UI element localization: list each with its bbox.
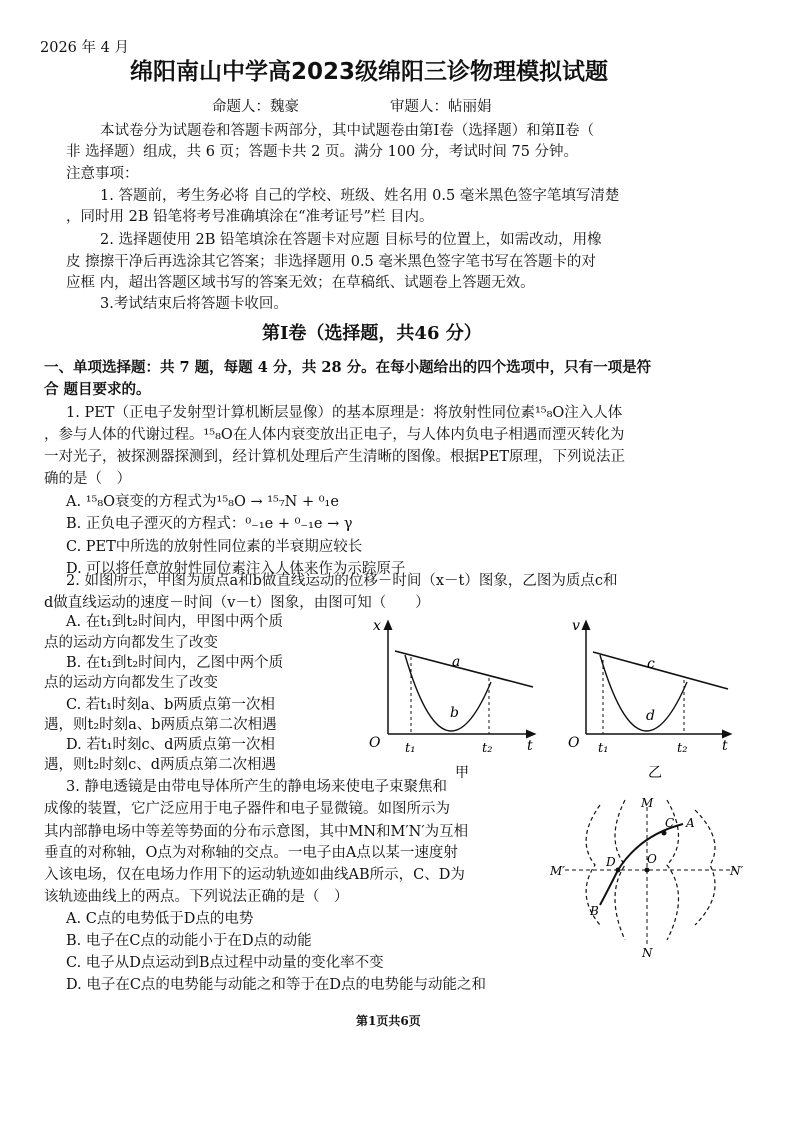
- q2-option-b: B. 在t₁到t₂时间内，乙图中两个质: [66, 655, 284, 671]
- notice-line: 2. 选择题使用 2B 铅笔填涂在答题卡对应题 目标号的位置上，如需改动，用橡: [100, 232, 602, 248]
- q1-stem: ，参与人体的代谢过程。¹⁵₈O在人体内衰变放出正电子，与人体内负电子相遇而湮灭转化为: [44, 427, 625, 443]
- q3-stem: 入该电场，仅在电场力作用下的运动轨迹如曲线AB所示，C、D为: [44, 867, 465, 883]
- q3-option-d: D. 电子在C点的电势能与动能之和等于在D点的电势能与动能之和: [66, 977, 487, 993]
- q3-stem: 3. 静电透镜是由带电导体所产生的静电场来使电子束聚焦和: [66, 779, 447, 795]
- t1-label: t₁: [405, 741, 416, 756]
- part-heading: 合 题目要求的。: [44, 381, 151, 398]
- a-label: a: [452, 654, 461, 670]
- notice-line: 1. 答题前，考生务必将 自己的学校、班级、姓名用 0.5 毫米黑色签字笔填写清楚: [100, 188, 620, 204]
- notice-line: 3.考试结束后将答题卡收回。: [100, 296, 288, 312]
- q2-stem: 2. 如图所示，甲图为质点a和b做直线运动的位移－时间（x－t）图象，乙图为质点c和: [66, 573, 618, 589]
- setter: 命题人：魏豪: [212, 99, 299, 115]
- x-label: t: [722, 738, 728, 754]
- label-m: M: [641, 796, 654, 810]
- q3-option-c: C. 电子从D点运动到B点过程中动量的变化率不变: [66, 955, 384, 971]
- q2-stem: d做直线运动的速度－时间（v－t）图象，由图可知（ ）: [44, 595, 430, 611]
- label-o: O: [647, 852, 657, 866]
- q2-option-a: 点的运动方向都发生了改变: [44, 635, 218, 651]
- b-label: b: [450, 705, 459, 721]
- point-o: [645, 868, 650, 873]
- q2-option-a: A. 在t₁到t₂时间内，甲图中两个质: [66, 614, 283, 630]
- exam-title: 绵阳南山中学高2023级绵阳三诊物理模拟试题: [130, 59, 609, 85]
- q2-option-b: 点的运动方向都发生了改变: [44, 675, 218, 691]
- q1-stem: 确的是（ ）: [44, 471, 131, 487]
- q3-option-b: B. 电子在C点的动能小于在D点的动能: [66, 933, 312, 949]
- label-b: B: [590, 904, 599, 918]
- notice-line: 皮 擦擦干净后再选涂其它答案；非选择题用 0.5 毫米黑色签字笔书写在答题卡的对: [66, 254, 596, 270]
- t2-label: t₂: [677, 741, 688, 756]
- y-label: x: [373, 618, 381, 634]
- line-c: [593, 652, 728, 689]
- q2-option-d: D. 若t₁时刻c、d两质点第一次相: [66, 737, 275, 753]
- graph-jia: [365, 612, 545, 787]
- c-label: c: [647, 656, 655, 672]
- caption-jia: 甲: [455, 765, 469, 781]
- t1-label: t₁: [598, 741, 609, 756]
- q2-option-c: C. 若t₁时刻a、b两质点第一次相: [66, 697, 275, 713]
- notice-line: 应框 内，超出答题区域书写的答案无效；在草稿纸、试题卷上答题无效。: [66, 275, 535, 291]
- label-a: A: [686, 816, 695, 830]
- q3-stem: 垂直的对称轴，O点为对称轴的交点。一电子由A点以某一速度射: [44, 845, 458, 861]
- page-footer: 第1页共6页: [356, 1014, 421, 1028]
- notice-line: ，同时用 2B 铅笔将考号准确填涂在“准考证号”栏 目内。: [66, 209, 434, 225]
- x-label: t: [527, 738, 533, 754]
- q1-stem: 1. PET（正电子发射型计算机断层显像）的基本原理是：将放射性同位素¹⁵₈O注入人体: [66, 405, 623, 421]
- y-label: v: [572, 618, 580, 634]
- q1-option-d: D. 可以将任意放射性同位素注入人体来作为示踪原子: [66, 561, 406, 577]
- q1-option-b: B. 正负电子湮灭的方程式：⁰₋₁e + ⁰₋₁e → γ: [66, 516, 353, 532]
- label-n-prime: N′: [730, 864, 744, 878]
- origin-label: O: [369, 735, 381, 751]
- label-d: D: [606, 855, 616, 869]
- point-d: [616, 868, 621, 873]
- exam-date: 2026 年 4 月: [40, 40, 129, 56]
- graph-yi: [560, 612, 740, 787]
- q3-option-a: A. C点的电势低于D点的电势: [66, 911, 254, 927]
- label-n: N: [642, 946, 653, 960]
- label-m-prime: M′: [550, 864, 566, 878]
- q3-stem: 其内部静电场中等差等势面的分布示意图，其中MN和M′N′为互相: [44, 824, 469, 840]
- t2-label: t₂: [482, 741, 493, 756]
- caption-yi: 乙: [648, 765, 662, 781]
- q2-option-d: 遇，则t₂时刻c、d两质点第二次相遇: [44, 757, 277, 773]
- origin-label: O: [568, 735, 580, 751]
- intro-line: 本试卷分为试题卷和答题卡两部分，其中试题卷由第Ⅰ卷（选择题）和第Ⅱ卷（: [100, 123, 595, 139]
- section-title: 第Ⅰ卷（选择题，共46 分）: [262, 323, 482, 344]
- electrostatic-lens-figure: [550, 795, 745, 965]
- notice-title: 注意事项：: [66, 166, 139, 182]
- q3-stem: 该轨迹曲线上的两点。下列说法正确的是（ ）: [44, 889, 349, 905]
- part-heading: 一、单项选择题：共 7 题，每题 4 分，共 28 分。在每小题给出的四个选项中，只有一项是符: [44, 359, 652, 376]
- line-a: [395, 651, 533, 687]
- intro-line: 非 选择题）组成，共 6 页；答题卡共 2 页。满分 100 分，考试时间 75 分钟。: [66, 144, 579, 160]
- q2-option-c: 遇，则t₂时刻a、b两质点第二次相遇: [44, 717, 277, 733]
- label-c: C: [665, 816, 675, 830]
- q3-stem: 成像的装置，它广泛应用于电子器件和电子显微镜。如图所示为: [44, 801, 450, 817]
- curve-b: [405, 655, 491, 731]
- q1-option-c: C. PET中所选的放射性同位素的半衰期应较长: [66, 539, 363, 555]
- reviewer: 审题人：帖丽娟: [390, 99, 492, 115]
- q1-stem: 一对光子，被探测器探测到，经计算机处理后产生清晰的图像。根据PET原理，下列说法正: [44, 449, 626, 465]
- point-c: [662, 831, 667, 836]
- q1-option-a: A. ¹⁵₈O衰变的方程式为¹⁵₈O → ¹⁵₇N + ⁰₁e: [66, 494, 339, 510]
- d-label: d: [646, 708, 655, 724]
